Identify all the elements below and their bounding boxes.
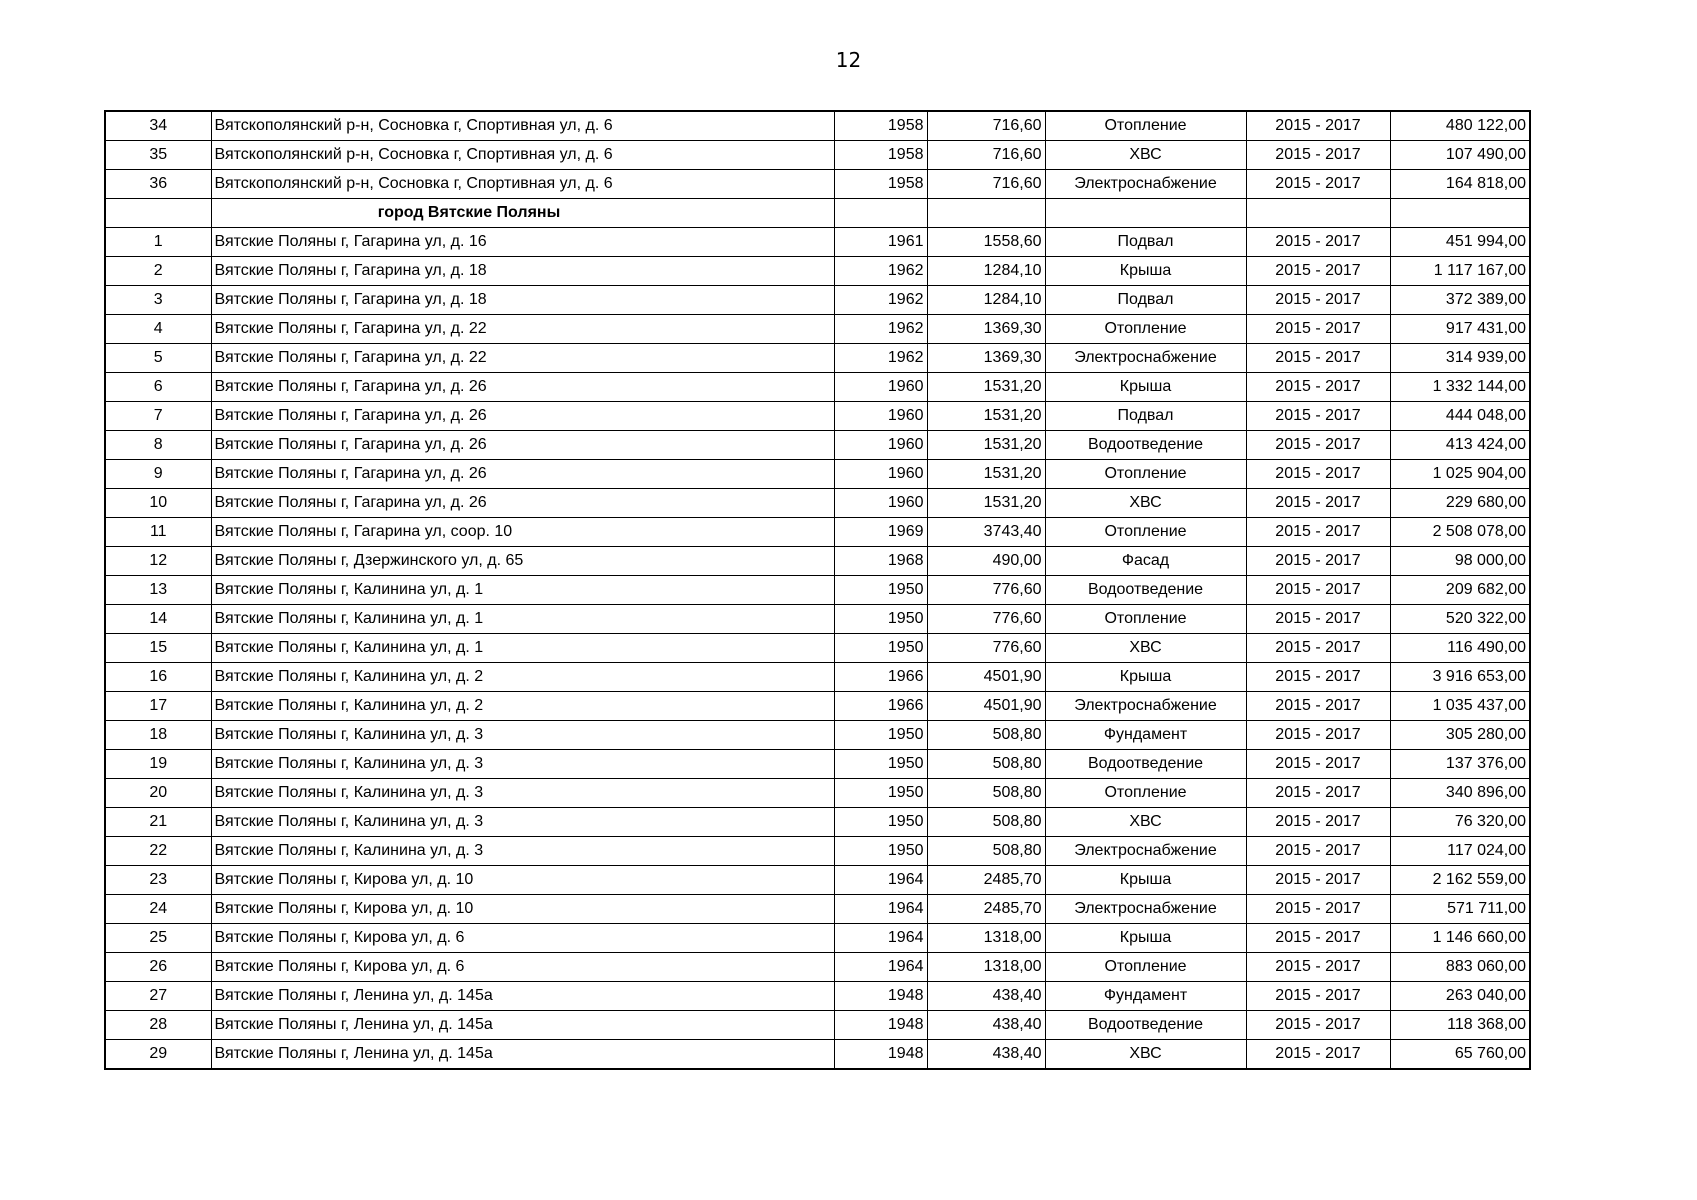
- cost-cell: 444 048,00: [1390, 402, 1530, 431]
- table-row: [105, 489, 1530, 518]
- cost-cell: 883 060,00: [1390, 953, 1530, 982]
- build-year-cell: 1958: [834, 170, 927, 199]
- row-number-cell: 2: [105, 257, 211, 286]
- row-number-cell: 23: [105, 866, 211, 895]
- work-type-cell: Крыша: [1045, 866, 1246, 895]
- area-cell: 1531,20: [927, 402, 1045, 431]
- address-cell: Вятские Поляны г, Гагарина ул, д. 26: [211, 431, 834, 460]
- area-cell: 438,40: [927, 1040, 1045, 1070]
- table-row: [105, 634, 1530, 663]
- work-type-cell: Отопление: [1045, 779, 1246, 808]
- cost-cell: 451 994,00: [1390, 228, 1530, 257]
- row-number-cell: 1: [105, 228, 211, 257]
- table-row: [105, 460, 1530, 489]
- work-type-cell: Фасад: [1045, 547, 1246, 576]
- cost-cell: 1 332 144,00: [1390, 373, 1530, 402]
- row-number-cell: 34: [105, 111, 211, 141]
- period-cell: 2015 - 2017: [1246, 895, 1390, 924]
- period-cell: 2015 - 2017: [1246, 518, 1390, 547]
- build-year-cell: 1950: [834, 605, 927, 634]
- work-type-cell: Водоотведение: [1045, 431, 1246, 460]
- period-cell: 2015 - 2017: [1246, 576, 1390, 605]
- area-cell: 716,60: [927, 170, 1045, 199]
- area-cell: 1284,10: [927, 257, 1045, 286]
- area-cell: 4501,90: [927, 692, 1045, 721]
- cost-cell: 571 711,00: [1390, 895, 1530, 924]
- area-cell: 508,80: [927, 837, 1045, 866]
- section-title: город Вятские Поляны: [211, 199, 834, 228]
- work-type-cell: Электроснабжение: [1045, 895, 1246, 924]
- cost-cell: 65 760,00: [1390, 1040, 1530, 1070]
- address-cell: Вятские Поляны г, Калинина ул, д. 1: [211, 576, 834, 605]
- row-number-cell: 28: [105, 1011, 211, 1040]
- row-number-cell: 26: [105, 953, 211, 982]
- address-cell: Вятские Поляны г, Ленина ул, д. 145а: [211, 982, 834, 1011]
- build-year-cell: 1969: [834, 518, 927, 547]
- cost-cell: 480 122,00: [1390, 111, 1530, 141]
- build-year-cell: 1966: [834, 663, 927, 692]
- period-cell: 2015 - 2017: [1246, 605, 1390, 634]
- address-cell: Вятские Поляны г, Калинина ул, д. 1: [211, 634, 834, 663]
- work-type-cell: Электроснабжение: [1045, 692, 1246, 721]
- row-number-cell: 18: [105, 721, 211, 750]
- period-cell: 2015 - 2017: [1246, 431, 1390, 460]
- area-cell: 1531,20: [927, 431, 1045, 460]
- row-number-cell: 20: [105, 779, 211, 808]
- build-year-cell: 1950: [834, 634, 927, 663]
- table-row: [105, 286, 1530, 315]
- work-type-cell: Водоотведение: [1045, 750, 1246, 779]
- cost-cell: 372 389,00: [1390, 286, 1530, 315]
- build-year-cell: 1950: [834, 721, 927, 750]
- build-year-cell: 1966: [834, 692, 927, 721]
- area-cell: 4501,90: [927, 663, 1045, 692]
- table-row: [105, 663, 1530, 692]
- table-row: [105, 750, 1530, 779]
- table-row: [105, 808, 1530, 837]
- row-number-cell: 24: [105, 895, 211, 924]
- row-number-cell: 10: [105, 489, 211, 518]
- period-cell: 2015 - 2017: [1246, 866, 1390, 895]
- row-number-cell: 8: [105, 431, 211, 460]
- build-year-cell: 1962: [834, 286, 927, 315]
- cost-cell: 164 818,00: [1390, 170, 1530, 199]
- work-type-cell: Подвал: [1045, 228, 1246, 257]
- period-cell: 2015 - 2017: [1246, 663, 1390, 692]
- row-number-cell: 36: [105, 170, 211, 199]
- table-row: [105, 692, 1530, 721]
- period-cell: 2015 - 2017: [1246, 228, 1390, 257]
- address-cell: Вятские Поляны г, Гагарина ул, д. 26: [211, 460, 834, 489]
- area-cell: 776,60: [927, 605, 1045, 634]
- table-row: [105, 431, 1530, 460]
- area-cell: 508,80: [927, 721, 1045, 750]
- build-year-cell: 1950: [834, 837, 927, 866]
- period-cell: 2015 - 2017: [1246, 953, 1390, 982]
- cost-cell: 520 322,00: [1390, 605, 1530, 634]
- address-cell: Вятские Поляны г, Калинина ул, д. 3: [211, 808, 834, 837]
- period-cell: 2015 - 2017: [1246, 460, 1390, 489]
- work-type-cell: Крыша: [1045, 257, 1246, 286]
- cost-cell: 413 424,00: [1390, 431, 1530, 460]
- address-cell: Вятские Поляны г, Калинина ул, д. 2: [211, 663, 834, 692]
- area-cell: 508,80: [927, 808, 1045, 837]
- cost-cell: 116 490,00: [1390, 634, 1530, 663]
- period-cell: 2015 - 2017: [1246, 721, 1390, 750]
- area-cell: 716,60: [927, 111, 1045, 141]
- area-cell: 1531,20: [927, 460, 1045, 489]
- row-number-cell: 9: [105, 460, 211, 489]
- table-row: [105, 837, 1530, 866]
- period-cell: 2015 - 2017: [1246, 402, 1390, 431]
- empty-cell: [834, 199, 927, 228]
- address-cell: Вятские Поляны г, Кирова ул, д. 6: [211, 953, 834, 982]
- area-cell: 776,60: [927, 634, 1045, 663]
- work-type-cell: Электроснабжение: [1045, 170, 1246, 199]
- row-number-cell: 16: [105, 663, 211, 692]
- period-cell: 2015 - 2017: [1246, 1011, 1390, 1040]
- table-row: [105, 547, 1530, 576]
- period-cell: 2015 - 2017: [1246, 373, 1390, 402]
- cost-cell: 76 320,00: [1390, 808, 1530, 837]
- period-cell: 2015 - 2017: [1246, 257, 1390, 286]
- row-number-cell: 21: [105, 808, 211, 837]
- cost-cell: 1 025 904,00: [1390, 460, 1530, 489]
- period-cell: 2015 - 2017: [1246, 111, 1390, 141]
- build-year-cell: 1950: [834, 576, 927, 605]
- empty-cell: [1246, 199, 1390, 228]
- address-cell: Вятские Поляны г, Гагарина ул, д. 26: [211, 402, 834, 431]
- build-year-cell: 1960: [834, 460, 927, 489]
- repair-schedule-table: [104, 110, 1531, 1070]
- table-row: [105, 1011, 1530, 1040]
- work-type-cell: Крыша: [1045, 373, 1246, 402]
- period-cell: 2015 - 2017: [1246, 750, 1390, 779]
- table-row: [105, 605, 1530, 634]
- area-cell: 3743,40: [927, 518, 1045, 547]
- build-year-cell: 1950: [834, 779, 927, 808]
- address-cell: Вятские Поляны г, Гагарина ул, д. 26: [211, 489, 834, 518]
- work-type-cell: Отопление: [1045, 605, 1246, 634]
- build-year-cell: 1960: [834, 402, 927, 431]
- period-cell: 2015 - 2017: [1246, 982, 1390, 1011]
- work-type-cell: Подвал: [1045, 286, 1246, 315]
- area-cell: 1318,00: [927, 953, 1045, 982]
- row-number-cell: 4: [105, 315, 211, 344]
- area-cell: 508,80: [927, 779, 1045, 808]
- row-number-cell: 29: [105, 1040, 211, 1070]
- row-number-cell: 15: [105, 634, 211, 663]
- address-cell: Вятские Поляны г, Кирова ул, д. 6: [211, 924, 834, 953]
- work-type-cell: Отопление: [1045, 953, 1246, 982]
- address-cell: Вятские Поляны г, Калинина ул, д. 3: [211, 721, 834, 750]
- work-type-cell: Отопление: [1045, 460, 1246, 489]
- row-number-cell: 5: [105, 344, 211, 373]
- address-cell: Вятские Поляны г, Гагарина ул, д. 26: [211, 373, 834, 402]
- period-cell: 2015 - 2017: [1246, 692, 1390, 721]
- table-row: [105, 866, 1530, 895]
- work-type-cell: ХВС: [1045, 1040, 1246, 1070]
- address-cell: Вятские Поляны г, Гагарина ул, д. 18: [211, 257, 834, 286]
- table-row: [105, 721, 1530, 750]
- cost-cell: 209 682,00: [1390, 576, 1530, 605]
- area-cell: 716,60: [927, 141, 1045, 170]
- period-cell: 2015 - 2017: [1246, 170, 1390, 199]
- work-type-cell: ХВС: [1045, 634, 1246, 663]
- table-row: [105, 895, 1530, 924]
- work-type-cell: ХВС: [1045, 489, 1246, 518]
- row-number-cell: 6: [105, 373, 211, 402]
- work-type-cell: Фундамент: [1045, 982, 1246, 1011]
- page-number: 12: [835, 48, 862, 72]
- cost-cell: 229 680,00: [1390, 489, 1530, 518]
- address-cell: Вятские Поляны г, Гагарина ул, д. 22: [211, 315, 834, 344]
- table-row: [105, 518, 1530, 547]
- work-type-cell: ХВС: [1045, 808, 1246, 837]
- address-cell: Вятские Поляны г, Калинина ул, д. 2: [211, 692, 834, 721]
- table-row: [105, 257, 1530, 286]
- build-year-cell: 1958: [834, 141, 927, 170]
- cost-cell: 340 896,00: [1390, 779, 1530, 808]
- table-row: [105, 1040, 1530, 1070]
- period-cell: 2015 - 2017: [1246, 344, 1390, 373]
- cost-cell: 3 916 653,00: [1390, 663, 1530, 692]
- address-cell: Вятские Поляны г, Калинина ул, д. 1: [211, 605, 834, 634]
- work-type-cell: Крыша: [1045, 663, 1246, 692]
- area-cell: 1318,00: [927, 924, 1045, 953]
- cost-cell: 98 000,00: [1390, 547, 1530, 576]
- build-year-cell: 1948: [834, 1011, 927, 1040]
- address-cell: Вятскополянский р-н, Сосновка г, Спортивная ул, д. 6: [211, 111, 834, 141]
- cost-cell: 305 280,00: [1390, 721, 1530, 750]
- build-year-cell: 1962: [834, 257, 927, 286]
- area-cell: 1531,20: [927, 373, 1045, 402]
- table-row: [105, 344, 1530, 373]
- cost-cell: 1 117 167,00: [1390, 257, 1530, 286]
- address-cell: Вятские Поляны г, Гагарина ул, д. 16: [211, 228, 834, 257]
- cost-cell: 118 368,00: [1390, 1011, 1530, 1040]
- row-number-cell: 11: [105, 518, 211, 547]
- address-cell: Вятские Поляны г, Кирова ул, д. 10: [211, 866, 834, 895]
- table-row: [105, 402, 1530, 431]
- table-row: [105, 315, 1530, 344]
- build-year-cell: 1958: [834, 111, 927, 141]
- work-type-cell: ХВС: [1045, 141, 1246, 170]
- table-row: [105, 982, 1530, 1011]
- build-year-cell: 1968: [834, 547, 927, 576]
- table-row: [105, 779, 1530, 808]
- build-year-cell: 1960: [834, 489, 927, 518]
- area-cell: 490,00: [927, 547, 1045, 576]
- row-number-cell: 25: [105, 924, 211, 953]
- build-year-cell: 1964: [834, 895, 927, 924]
- cost-cell: 917 431,00: [1390, 315, 1530, 344]
- address-cell: Вятские Поляны г, Ленина ул, д. 145а: [211, 1011, 834, 1040]
- cost-cell: 2 162 559,00: [1390, 866, 1530, 895]
- period-cell: 2015 - 2017: [1246, 1040, 1390, 1070]
- work-type-cell: Отопление: [1045, 518, 1246, 547]
- period-cell: 2015 - 2017: [1246, 634, 1390, 663]
- work-type-cell: Водоотведение: [1045, 576, 1246, 605]
- build-year-cell: 1960: [834, 431, 927, 460]
- build-year-cell: 1948: [834, 982, 927, 1011]
- area-cell: 1284,10: [927, 286, 1045, 315]
- area-cell: 508,80: [927, 750, 1045, 779]
- area-cell: 438,40: [927, 982, 1045, 1011]
- cost-cell: 137 376,00: [1390, 750, 1530, 779]
- period-cell: 2015 - 2017: [1246, 547, 1390, 576]
- row-number-cell: 19: [105, 750, 211, 779]
- cost-cell: 107 490,00: [1390, 141, 1530, 170]
- address-cell: Вятские Поляны г, Гагарина ул, д. 18: [211, 286, 834, 315]
- period-cell: 2015 - 2017: [1246, 837, 1390, 866]
- build-year-cell: 1961: [834, 228, 927, 257]
- period-cell: 2015 - 2017: [1246, 315, 1390, 344]
- address-cell: Вятские Поляны г, Ленина ул, д. 145а: [211, 1040, 834, 1070]
- address-cell: Вятские Поляны г, Кирова ул, д. 10: [211, 895, 834, 924]
- table-row: [105, 953, 1530, 982]
- row-number-cell: 27: [105, 982, 211, 1011]
- address-cell: Вятские Поляны г, Калинина ул, д. 3: [211, 779, 834, 808]
- table-row: [105, 111, 1530, 141]
- address-cell: Вятские Поляны г, Дзержинского ул, д. 65: [211, 547, 834, 576]
- section-header-row: [105, 199, 1530, 228]
- cost-cell: 263 040,00: [1390, 982, 1530, 1011]
- row-number-cell: 14: [105, 605, 211, 634]
- build-year-cell: 1950: [834, 808, 927, 837]
- row-number-cell: 13: [105, 576, 211, 605]
- build-year-cell: 1964: [834, 924, 927, 953]
- work-type-cell: Отопление: [1045, 111, 1246, 141]
- build-year-cell: 1964: [834, 953, 927, 982]
- build-year-cell: 1950: [834, 750, 927, 779]
- address-cell: Вятские Поляны г, Гагарина ул, соор. 10: [211, 518, 834, 547]
- empty-cell: [105, 199, 211, 228]
- work-type-cell: Водоотведение: [1045, 1011, 1246, 1040]
- area-cell: 1531,20: [927, 489, 1045, 518]
- build-year-cell: 1960: [834, 373, 927, 402]
- row-number-cell: 7: [105, 402, 211, 431]
- build-year-cell: 1948: [834, 1040, 927, 1070]
- period-cell: 2015 - 2017: [1246, 286, 1390, 315]
- table-row: [105, 924, 1530, 953]
- area-cell: 1369,30: [927, 315, 1045, 344]
- table-body: [105, 111, 1530, 1069]
- address-cell: Вятскополянский р-н, Сосновка г, Спортивная ул, д. 6: [211, 170, 834, 199]
- address-cell: Вятские Поляны г, Калинина ул, д. 3: [211, 837, 834, 866]
- period-cell: 2015 - 2017: [1246, 924, 1390, 953]
- area-cell: 2485,70: [927, 895, 1045, 924]
- address-cell: Вятскополянский р-н, Сосновка г, Спортивная ул, д. 6: [211, 141, 834, 170]
- cost-cell: 314 939,00: [1390, 344, 1530, 373]
- build-year-cell: 1964: [834, 866, 927, 895]
- table-row: [105, 141, 1530, 170]
- address-cell: Вятские Поляны г, Калинина ул, д. 3: [211, 750, 834, 779]
- period-cell: 2015 - 2017: [1246, 141, 1390, 170]
- row-number-cell: 22: [105, 837, 211, 866]
- build-year-cell: 1962: [834, 344, 927, 373]
- build-year-cell: 1962: [834, 315, 927, 344]
- empty-cell: [927, 199, 1045, 228]
- period-cell: 2015 - 2017: [1246, 808, 1390, 837]
- area-cell: 1558,60: [927, 228, 1045, 257]
- table-row: [105, 228, 1530, 257]
- empty-cell: [1045, 199, 1246, 228]
- work-type-cell: Электроснабжение: [1045, 837, 1246, 866]
- area-cell: 1369,30: [927, 344, 1045, 373]
- row-number-cell: 12: [105, 547, 211, 576]
- cost-cell: 1 146 660,00: [1390, 924, 1530, 953]
- row-number-cell: 35: [105, 141, 211, 170]
- period-cell: 2015 - 2017: [1246, 779, 1390, 808]
- work-type-cell: Крыша: [1045, 924, 1246, 953]
- cost-cell: 1 035 437,00: [1390, 692, 1530, 721]
- row-number-cell: 17: [105, 692, 211, 721]
- empty-cell: [1390, 199, 1530, 228]
- table-row: [105, 576, 1530, 605]
- address-cell: Вятские Поляны г, Гагарина ул, д. 22: [211, 344, 834, 373]
- work-type-cell: Электроснабжение: [1045, 344, 1246, 373]
- work-type-cell: Фундамент: [1045, 721, 1246, 750]
- period-cell: 2015 - 2017: [1246, 489, 1390, 518]
- cost-cell: 2 508 078,00: [1390, 518, 1530, 547]
- cost-cell: 117 024,00: [1390, 837, 1530, 866]
- work-type-cell: Отопление: [1045, 315, 1246, 344]
- table-row: [105, 170, 1530, 199]
- row-number-cell: 3: [105, 286, 211, 315]
- table-row: [105, 373, 1530, 402]
- area-cell: 438,40: [927, 1011, 1045, 1040]
- area-cell: 776,60: [927, 576, 1045, 605]
- area-cell: 2485,70: [927, 866, 1045, 895]
- work-type-cell: Подвал: [1045, 402, 1246, 431]
